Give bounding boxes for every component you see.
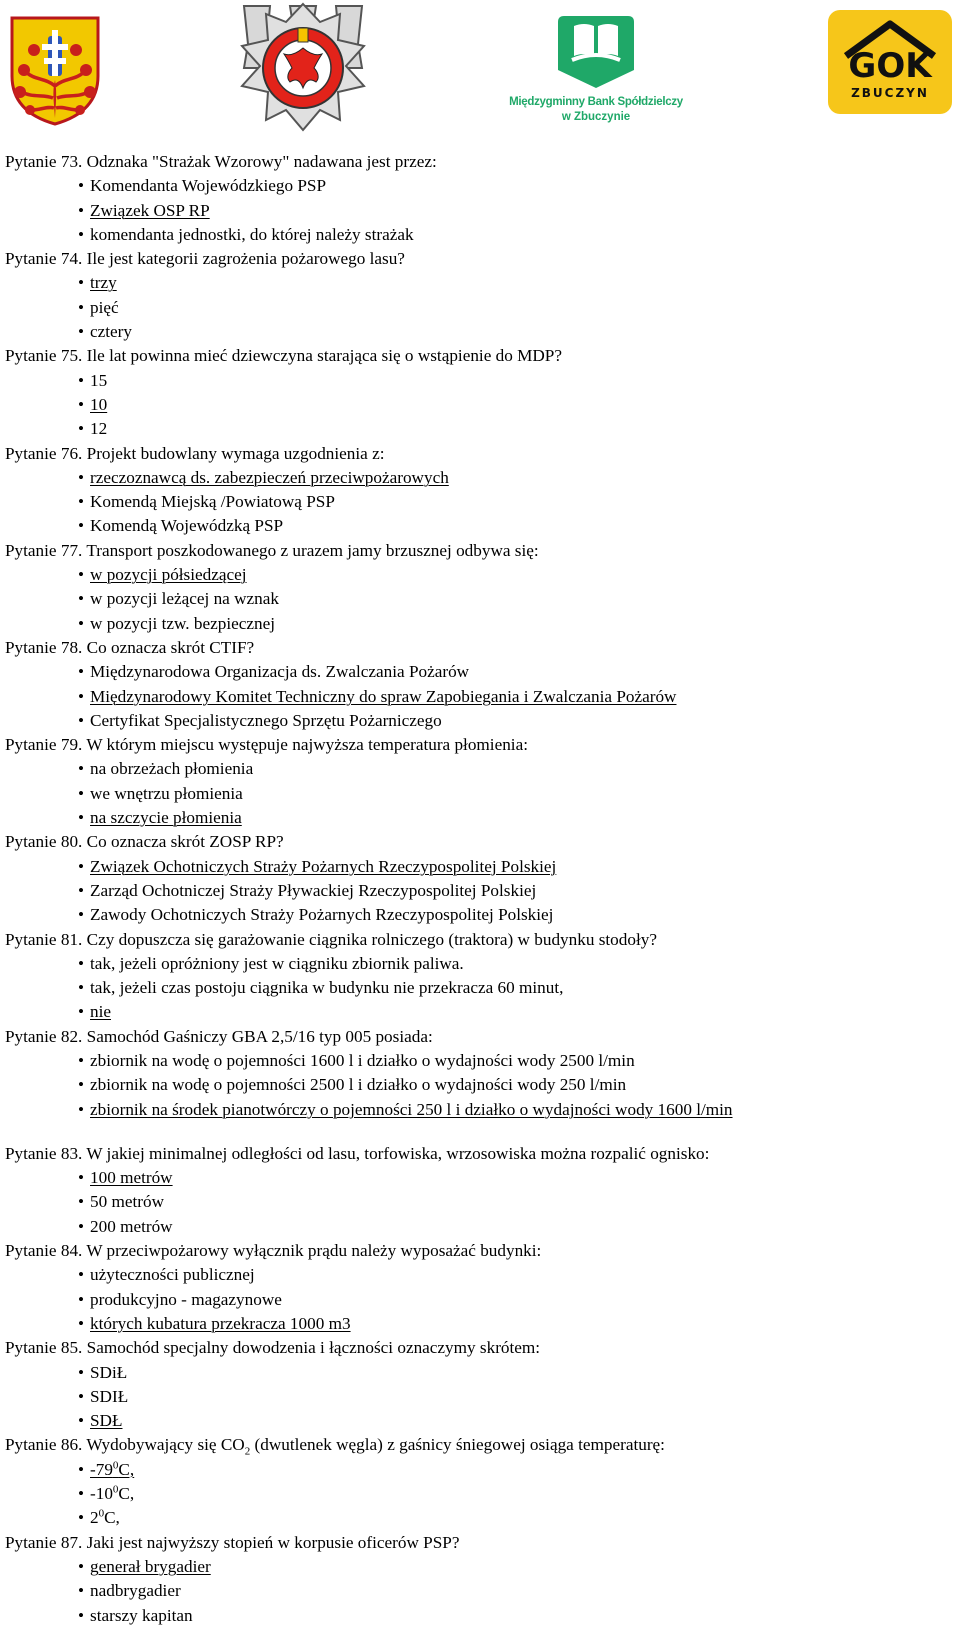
bullet-icon: •	[78, 953, 85, 973]
answer-option	[5, 271, 950, 295]
question-text: Jaki jest najwyższy stopień w korpusie oficerów PSP?	[82, 1532, 460, 1552]
question-text: Odznaka "Strażak Wzorowy" nadawana jest przez:	[82, 152, 437, 171]
answer	[78, 905, 553, 924]
answer-option	[5, 369, 950, 393]
question-line	[5, 1239, 950, 1263]
answer-text: Certyfikat Specjalistycznego Sprzętu Pożarniczego	[90, 710, 442, 730]
answer-text: produkcyjno - magazynowe	[90, 1289, 282, 1309]
answer-option	[5, 903, 950, 927]
answer-text: SDiŁ	[90, 1362, 128, 1382]
question-number: Pytanie 79.	[5, 735, 83, 755]
answer	[78, 1606, 193, 1625]
bullet-icon: •	[78, 1289, 85, 1309]
question-block	[5, 1531, 950, 1628]
question-line	[5, 344, 950, 368]
bullet-icon: •	[78, 710, 85, 730]
answer	[78, 589, 279, 608]
bullet-icon: •	[78, 516, 85, 536]
question-block	[5, 636, 950, 733]
answer-text: Komendą Wojewódzką PSP	[90, 516, 284, 536]
gok-small-text: ZBUCZYN	[851, 86, 929, 100]
bullet-icon: •	[78, 565, 85, 585]
answer-option	[5, 296, 950, 320]
answer-text: Międzynarodowy Komitet Techniczny do spraw Zapobiegania i Zwalczania Pożarów	[90, 686, 677, 706]
answer	[78, 662, 469, 681]
question-block	[5, 442, 950, 539]
answer-option	[5, 1263, 950, 1287]
correct-answer	[78, 201, 210, 220]
answer-text: C,	[118, 1484, 135, 1504]
answer-text: Międzynarodowa Organizacja ds. Zwalczania Pożarów	[90, 662, 470, 682]
answer-option	[5, 709, 950, 733]
question-block	[5, 539, 950, 636]
correct-answer	[78, 1557, 211, 1576]
answer-text: SDŁ	[90, 1411, 123, 1431]
answer-option	[5, 1215, 950, 1239]
answer-text: we wnętrzu płomienia	[90, 783, 243, 803]
answer	[78, 1075, 626, 1094]
question-line	[5, 150, 950, 174]
page-header	[0, 0, 960, 140]
answer-text: 50 metrów	[90, 1192, 164, 1212]
answer-text: starszy kapitan	[90, 1605, 193, 1625]
answer	[78, 492, 335, 511]
answer-option	[5, 1506, 950, 1530]
bullet-icon: •	[78, 492, 85, 512]
bullet-icon: •	[78, 1075, 85, 1095]
bullet-icon: •	[78, 1556, 85, 1576]
answer	[78, 176, 326, 195]
answer-option	[5, 1409, 950, 1433]
answer-option	[5, 879, 950, 903]
question-line	[5, 247, 950, 271]
question-number: Pytanie 78.	[5, 637, 83, 657]
answer-option	[5, 490, 950, 514]
superscript-text: 0	[98, 1507, 105, 1520]
question-block	[5, 344, 950, 441]
question-line	[5, 1336, 950, 1360]
bullet-icon: •	[78, 322, 85, 342]
answer	[78, 322, 132, 341]
bullet-icon: •	[78, 1508, 85, 1528]
answer	[78, 711, 442, 730]
answer	[78, 881, 536, 900]
question-block	[5, 928, 950, 1025]
answer-text: nie	[90, 1002, 111, 1022]
question-number: Pytanie 82.	[5, 1026, 83, 1046]
answer	[78, 516, 283, 535]
gok-big-text: GOK	[848, 46, 932, 86]
answer	[78, 759, 253, 778]
bullet-icon: •	[78, 1459, 85, 1479]
answer-option	[5, 563, 950, 587]
correct-answer	[78, 565, 247, 584]
answer-option	[5, 1000, 950, 1024]
answer-text: w pozycji półsiedzącej	[90, 565, 247, 585]
question-block	[5, 1239, 950, 1336]
questions-list	[5, 150, 950, 1628]
bank-logo	[504, 10, 688, 128]
answer	[78, 1192, 164, 1211]
bullet-icon: •	[78, 467, 85, 487]
question-text: W jakiej minimalnej odległości od lasu, torfowiska, wrzosowiska można rozpalić ognisko:	[82, 1143, 710, 1163]
answer-text: Komendanta Wojewódzkiego PSP	[90, 176, 327, 196]
bullet-icon: •	[78, 176, 85, 196]
answer-option	[5, 320, 950, 344]
correct-answer	[78, 1002, 111, 1021]
bullet-icon: •	[78, 686, 85, 706]
bullet-icon: •	[78, 662, 85, 682]
answer	[78, 1387, 128, 1406]
question-text: Wydobywający się CO	[82, 1435, 245, 1455]
answer-option	[5, 685, 950, 709]
question-line	[5, 733, 950, 757]
answer-option	[5, 757, 950, 781]
bullet-icon: •	[78, 1581, 85, 1601]
bank-name-line1: Międzygminny Bank Spółdzielczy	[509, 96, 683, 108]
bullet-icon: •	[78, 589, 85, 609]
answer-option	[5, 660, 950, 684]
answer-option	[5, 1312, 950, 1336]
question-text: Co oznacza skrót ZOSP RP?	[82, 832, 284, 852]
question-text: Co oznacza skrót CTIF?	[82, 637, 255, 657]
question-line	[5, 442, 950, 466]
question-number: Pytanie 83.	[5, 1143, 83, 1163]
answer	[78, 1484, 134, 1503]
question-line	[5, 830, 950, 854]
bullet-icon: •	[78, 1168, 85, 1188]
answer-option	[5, 1482, 950, 1506]
coat-of-arms-icon	[8, 14, 102, 126]
bullet-icon: •	[78, 1002, 85, 1022]
correct-answer	[78, 1411, 122, 1430]
superscript-text: 0	[112, 1459, 119, 1471]
correct-answer	[78, 468, 449, 487]
bullet-icon: •	[78, 978, 85, 998]
answer-option	[5, 587, 950, 611]
answer-option	[5, 1049, 950, 1073]
answer-option	[5, 174, 950, 198]
question-text: Czy dopuszcza się garażowanie ciągnika rolniczego (traktora) w budynku stodoły?	[82, 929, 657, 949]
answer-text: użyteczności publicznej	[90, 1265, 255, 1285]
answer	[78, 1051, 635, 1070]
question-number: Pytanie 86.	[5, 1435, 83, 1455]
answer	[78, 1265, 255, 1284]
answer	[78, 1290, 282, 1309]
question-text: W którym miejscu występuje najwyższa temperatura płomienia:	[82, 735, 528, 755]
answer-text: 15	[90, 370, 108, 390]
question-text: W przeciwpożarowy wyłącznik prądu należy wyposażać budynki:	[82, 1241, 542, 1261]
bullet-icon: •	[78, 1386, 85, 1406]
answer-text: rzeczoznawcą ds. zabezpieczeń przeciwpożarowych	[90, 467, 449, 487]
answer-text: SDIŁ	[90, 1386, 129, 1406]
correct-answer	[78, 808, 242, 827]
answer-option	[5, 1288, 950, 1312]
answer-text: trzy	[90, 273, 117, 293]
question-block	[5, 1433, 950, 1530]
answer-text: w pozycji leżącej na wznak	[90, 589, 279, 609]
answer-option	[5, 1098, 950, 1122]
bullet-icon: •	[78, 1192, 85, 1212]
bullet-icon: •	[78, 1216, 85, 1236]
question-block	[5, 830, 950, 927]
bullet-icon: •	[78, 783, 85, 803]
answer	[78, 978, 563, 997]
question-number: Pytanie 85.	[5, 1338, 83, 1358]
answer-text: 12	[90, 419, 108, 439]
bullet-icon: •	[78, 1362, 85, 1382]
answer	[78, 1581, 181, 1600]
answer-text: na szczycie płomienia	[90, 808, 242, 828]
question-number: Pytanie 81.	[5, 929, 83, 949]
answer-option	[5, 1361, 950, 1385]
question-line	[5, 636, 950, 660]
question-line	[5, 1142, 950, 1166]
bank-book-icon	[504, 10, 688, 90]
answer	[78, 371, 107, 390]
question-number: Pytanie 76.	[5, 443, 83, 463]
bullet-icon: •	[78, 1484, 85, 1504]
question-line	[5, 539, 950, 563]
answer-text: tak, jeżeli opróżniony jest w ciągniku zbiornik paliwa.	[90, 953, 464, 973]
correct-answer	[78, 687, 676, 706]
bullet-icon: •	[78, 856, 85, 876]
spacer	[5, 1122, 950, 1142]
answer-option	[5, 806, 950, 830]
answer-option	[5, 514, 950, 538]
answer	[78, 784, 243, 803]
answer	[78, 298, 119, 317]
answer-text: C,	[104, 1508, 120, 1528]
question-text: Samochód Gaśniczy GBA 2,5/16 typ 005 posiada:	[82, 1026, 433, 1046]
correct-answer	[78, 1168, 173, 1187]
answer	[78, 614, 275, 633]
question-text: (dwutlenek węgla) z gaśnicy śniegowej osiąga temperaturę:	[250, 1435, 665, 1455]
bullet-icon: •	[78, 759, 85, 779]
correct-answer	[78, 395, 107, 414]
question-number: Pytanie 84.	[5, 1241, 83, 1261]
bullet-icon: •	[78, 1099, 85, 1119]
bullet-icon: •	[78, 1313, 85, 1333]
answer-text: C,	[118, 1459, 135, 1479]
bullet-icon: •	[78, 297, 85, 317]
answer-option	[5, 1166, 950, 1190]
answer-text: cztery	[90, 322, 132, 342]
answer-option	[5, 1385, 950, 1409]
correct-answer	[78, 1100, 733, 1119]
question-block	[5, 1025, 950, 1122]
answer-option	[5, 223, 950, 247]
correct-answer	[78, 857, 556, 876]
answer-text: 10	[90, 394, 108, 414]
answer	[78, 1363, 127, 1382]
question-line	[5, 1531, 950, 1555]
answer-option	[5, 952, 950, 976]
bullet-icon: •	[78, 613, 85, 633]
answer	[78, 1217, 173, 1236]
answer-text: w pozycji tzw. bezpiecznej	[90, 613, 275, 633]
answer-text: nadbrygadier	[90, 1581, 181, 1601]
bullet-icon: •	[78, 224, 85, 244]
answer-option	[5, 466, 950, 490]
question-block	[5, 733, 950, 830]
bullet-icon: •	[78, 273, 85, 293]
answer-text: 200 metrów	[90, 1216, 173, 1236]
question-block	[5, 1142, 950, 1239]
question-text: Projekt budowlany wymaga uzgodnienia z:	[82, 443, 385, 463]
answer-option	[5, 1190, 950, 1214]
answer-text: 2	[90, 1508, 99, 1528]
answer-text: Związek Ochotniczych Straży Pożarnych Rzeczypospolitej Polskiej	[90, 856, 557, 876]
answer-option	[5, 976, 950, 1000]
bullet-icon: •	[78, 1605, 85, 1625]
answer-text: których kubatura przekracza 1000 m3	[90, 1313, 351, 1333]
question-text: Samochód specjalny dowodzenia i łączności oznaczymy skrótem:	[82, 1338, 541, 1358]
answer-option	[5, 417, 950, 441]
subscript-text: 2	[244, 1445, 251, 1458]
correct-answer	[78, 1314, 351, 1333]
answer	[78, 225, 414, 244]
question-block	[5, 150, 950, 247]
bullet-icon: •	[78, 200, 85, 220]
question-text: Ile jest kategorii zagrożenia pożarowego lasu?	[82, 249, 405, 269]
question-number: Pytanie 75.	[5, 346, 83, 366]
question-line	[5, 1025, 950, 1049]
correct-answer	[78, 1460, 134, 1479]
answer-text: komendanta jednostki, do której należy strażak	[90, 224, 414, 244]
answer-text: Związek OSP RP	[90, 200, 210, 220]
bank-name-line2: w Zbuczynie	[561, 111, 631, 123]
question-number: Pytanie 87.	[5, 1532, 83, 1552]
answer-text: zbiornik na środek pianotwórczy o pojemności 250 l i działko o wydajności wody 1600 l/min	[90, 1099, 733, 1119]
question-text: Ile lat powinna mieć dziewczyna starająca się o wstąpienie do MDP?	[82, 346, 562, 366]
answer-option	[5, 1579, 950, 1603]
bullet-icon: •	[78, 394, 85, 414]
osp-cross-emblem-icon	[240, 2, 366, 132]
answer-text: 100 metrów	[90, 1168, 173, 1188]
bullet-icon: •	[78, 1411, 85, 1431]
question-block	[5, 247, 950, 344]
answer-text: Zawody Ochotniczych Straży Pożarnych Rzeczypospolitej Polskiej	[90, 905, 554, 925]
answer-text: zbiornik na wodę o pojemności 2500 l i działko o wydajności wody 250 l/min	[90, 1075, 627, 1095]
answer-text: na obrzeżach płomienia	[90, 759, 254, 779]
answer-text: -10	[90, 1484, 113, 1504]
bullet-icon: •	[78, 370, 85, 390]
answer-text: pięć	[90, 297, 119, 317]
answer-text: Zarząd Ochotniczej Straży Pływackiej Rzeczypospolitej Polskiej	[90, 880, 537, 900]
question-text: Transport poszkodowanego z urazem jamy brzusznej odbywa się:	[82, 540, 539, 560]
answer-text: tak, jeżeli czas postoju ciągnika w budynku nie przekracza 60 minut,	[90, 978, 564, 998]
answer-text: generał brygadier	[90, 1556, 211, 1576]
superscript-text: 0	[112, 1483, 119, 1496]
answer-option	[5, 199, 950, 223]
answer	[78, 954, 464, 973]
bullet-icon: •	[78, 1050, 85, 1070]
bullet-icon: •	[78, 880, 85, 900]
answer-option	[5, 1604, 950, 1628]
question-line	[5, 928, 950, 952]
answer-option	[5, 1555, 950, 1579]
answer-option	[5, 612, 950, 636]
question-number: Pytanie 80.	[5, 832, 83, 852]
question-block	[5, 1336, 950, 1433]
gok-logo	[828, 10, 952, 114]
answer-option	[5, 782, 950, 806]
correct-answer	[78, 273, 117, 292]
answer	[78, 419, 107, 438]
bullet-icon: •	[78, 905, 85, 925]
answer	[78, 1508, 120, 1527]
question-number: Pytanie 77.	[5, 540, 83, 560]
answer-option	[5, 855, 950, 879]
answer-text: -79	[90, 1459, 113, 1479]
answer-option	[5, 1458, 950, 1482]
bullet-icon: •	[78, 1265, 85, 1285]
answer-text: zbiornik na wodę o pojemności 1600 l i działko o wydajności wody 2500 l/min	[90, 1050, 635, 1070]
bullet-icon: •	[78, 808, 85, 828]
answer-option	[5, 393, 950, 417]
question-line	[5, 1433, 950, 1457]
question-number: Pytanie 73.	[5, 152, 83, 171]
answer-option	[5, 1073, 950, 1097]
bullet-icon: •	[78, 419, 85, 439]
answer-text: Komendą Miejską /Powiatową PSP	[90, 492, 335, 512]
question-number: Pytanie 74.	[5, 249, 83, 269]
